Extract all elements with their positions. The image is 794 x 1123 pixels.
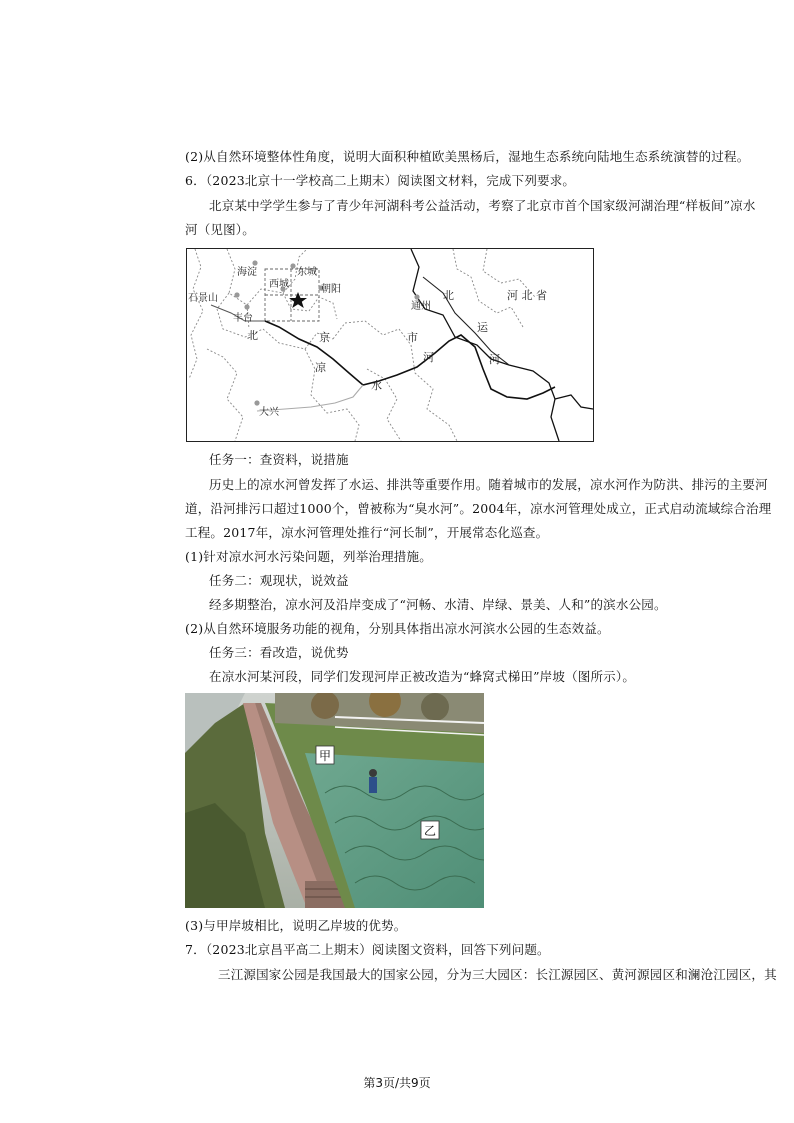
q6-task1-line3: 工程。2017年，凉水河管理处推行“河长制”，开展常态化巡查。 [185, 525, 549, 540]
map-label-dongcheng: 东城 [297, 267, 317, 278]
q6-task1-line1: 历史上的凉水河曾发挥了水运、排洪等重要作用。随着城市的发展，凉水河作为防洪、排污的主要河 [209, 477, 768, 492]
map-label-river-he: 河 [423, 351, 434, 364]
q6-task3-title: 任务三：看改造，说优势 [209, 645, 349, 660]
q7-header: 7．（2023北京昌平高二上期末）阅读图文资料，回答下列问题。 [185, 942, 550, 957]
q6-task1-line2: 道，沿河排污口超过1000个，曾被称为“臭水河”。2004年，凉水河管理处成立，正式启动流域综合治理 [185, 501, 772, 516]
photo-label-yi: 乙 [424, 824, 437, 838]
q6-sub1: (1)针对凉水河水污染问题，列举治理措施。 [185, 549, 432, 564]
map-label-liang: 凉 [315, 361, 326, 374]
liangshui-river-map [186, 248, 594, 442]
map-label-shijingshan: 石景山 [188, 293, 218, 304]
map-label-shui: 水 [371, 379, 382, 392]
map-label-bei: 北 [247, 329, 258, 342]
page-footer: 第3页/共9页 [363, 1076, 431, 1090]
q6-header: 6．（2023北京十一学校高二上期末）阅读图文材料，完成下列要求。 [185, 173, 576, 188]
q6-task3-line1: 在凉水河某河段，同学们发现河岸正被改造为“蜂窝式梯田”岸坡（图所示）。 [209, 669, 636, 684]
q6-task1-title: 任务一：查资料，说措施 [209, 452, 349, 467]
q6-task2-title: 任务二：观现状，说效益 [209, 573, 349, 588]
q7-intro-line1: 三江源国家公园是我国最大的国家公园，分为三大园区：长江源园区、黄河源园区和澜沧江园区，其 [218, 967, 777, 982]
riverbank-photo [185, 693, 484, 908]
map-label-hebei-province: 河 北 省 [507, 289, 547, 302]
map-label-daxing: 大兴 [259, 407, 279, 418]
photo-label-jia: 甲 [319, 749, 332, 763]
capital-star-icon [289, 292, 307, 308]
q6-intro-line1: 北京某中学学生参与了青少年河湖科考公益活动，考察了北京市首个国家级河湖治理“样板间”凉水 [209, 198, 756, 213]
map-label-chaoyang: 朝阳 [321, 284, 341, 295]
map-label-haidian: 海淀 [237, 267, 257, 278]
map-label-fengtai: 丰台 [233, 313, 253, 324]
q5-sub2: (2)从自然环境整体性角度，说明大面积种植欧美黑杨后，湿地生态系统向陆地生态系统演替的过程。 [185, 149, 750, 164]
q6-task2-line1: 经多期整治，凉水河及沿岸变成了“河畅、水清、岸绿、景美、人和”的滨水公园。 [209, 597, 667, 612]
q6-intro-line2: 河（见图）。 [185, 222, 255, 237]
map-label-xicheng: 西城 [269, 279, 289, 290]
q6-sub3: (3)与甲岸坡相比，说明乙岸坡的优势。 [185, 918, 407, 933]
map-label-yun: 运 [477, 321, 488, 334]
q6-sub2: (2)从自然环境服务功能的视角，分别具体指出凉水河滨水公园的生态效益。 [185, 621, 610, 636]
map-label-canal-he: 河 [489, 353, 500, 366]
map-label-jing: 京 [319, 331, 330, 344]
map-label-bei-canal: 北 [443, 289, 454, 302]
map-label-shi: 市 [407, 331, 418, 344]
map-label-tongzhou: 通州 [411, 301, 431, 312]
